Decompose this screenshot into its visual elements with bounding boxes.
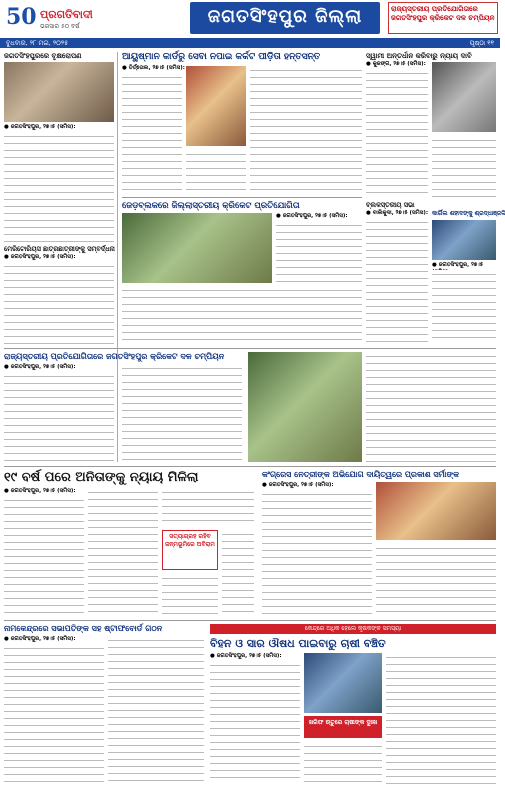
article-headline: ୧୯ ବର୍ଷ ପରେ ଅନିତାଙ୍କୁ ନ୍ୟାୟ ମିଳିଲା xyxy=(4,470,199,485)
article-byline: ● ତିର୍ତ୍ତୋଲ, ୨୭।୫ (ସମିସ): xyxy=(122,65,185,71)
article-body xyxy=(162,574,218,616)
article-body xyxy=(4,496,84,616)
article-body xyxy=(162,488,254,526)
row-divider xyxy=(4,466,496,467)
article-photo xyxy=(122,213,272,283)
article-byline: ● ବାଲିକୁଦା, ୨୭।୫ (ସମିସ): xyxy=(366,210,429,216)
article-headline: ବ୍ଲକସ୍ତରୀୟ ସଭା xyxy=(366,201,415,209)
callout-text: ସତ୍ୟାଗ୍ରହ ରହିବ ଜନ୍ମଭୂମିରେ ଅବିରାମ xyxy=(165,533,215,548)
article-headline: ମେରିଟୋରିୟସ ଛାତ୍ରଛାତ୍ରୀଙ୍କୁ ସମ୍ବର୍ଦ୍ଧନା xyxy=(4,245,115,253)
column-divider xyxy=(117,52,118,462)
article-photo xyxy=(432,220,496,260)
newspaper-logo xyxy=(6,4,126,34)
article-body xyxy=(304,742,382,784)
article-body xyxy=(276,221,362,283)
article-body xyxy=(88,488,158,616)
article-body xyxy=(122,73,182,193)
article-photo xyxy=(248,352,362,462)
article-body xyxy=(4,644,104,784)
dateline xyxy=(0,38,500,48)
logo-tagline: ଭରସାର ୫୦ ବର୍ଷ xyxy=(40,23,80,30)
date-text: ବୁଧବାର, ୨୮ ମଇ, ୨୦୨୫ xyxy=(6,39,69,47)
article-body xyxy=(250,66,362,193)
section-title: ଜଗତସିଂହପୁର ଜିଲ୍ଲା xyxy=(207,6,363,27)
article-body xyxy=(210,661,300,784)
row-divider xyxy=(4,620,496,621)
article-body xyxy=(122,286,362,344)
article-body xyxy=(386,653,496,784)
article-body xyxy=(432,136,496,197)
article-headline: ଜେଡ଼ବ୍ଲକରେ ଜିଲ୍ଲାସ୍ତରୀୟ କ୍ରିକେଟ ପ୍ରତିଯୋଗିତା xyxy=(122,201,300,211)
article-headline: ବିହନ ଓ ସାର ଔଷଧ ପାଇବାରୁ ଚାଷୀ ବଞ୍ଚିତ xyxy=(210,637,386,650)
article-body xyxy=(366,218,428,344)
article-headline: ରାଜ୍ୟସ୍ତରୀୟ ପ୍ରତିଯୋଗିତାରେ ଜଗତସିଂହପୁର କ୍ରିକେଟ ଦଳ ଚମ୍ପିୟନ xyxy=(4,352,225,361)
article-body xyxy=(122,364,242,462)
logo-name: ପ୍ରଗତିବାଦୀ xyxy=(40,8,93,21)
masthead xyxy=(0,0,500,38)
section-title-bar xyxy=(190,2,380,34)
logo-number: 50 xyxy=(6,4,37,30)
article-byline: ● ଜଗତସିଂହପୁର, ୨୭।୫ (ସମିସ): xyxy=(276,213,348,219)
article-body xyxy=(4,262,114,344)
article-byline: ● ଜଗତସିଂହପୁର, ୨୭।୫ (ସମିସ): xyxy=(4,488,76,494)
article-body xyxy=(222,530,254,616)
article-byline: ● ଜଗତସିଂହପୁର, ୨୭।୫ (ସମିସ): xyxy=(262,482,334,488)
article-headline: କାର୍ଗିଲ ଶହୀଦଙ୍କୁ ଶ୍ରଦ୍ଧାଞ୍ଜଳି xyxy=(432,210,505,217)
article-body xyxy=(262,490,372,616)
article-headline: ନାମକେନ୍ଦ୍ରରେ ସଭାପତିଙ୍କ ସହ ଷ୍ଟାଫବୋର୍ଡ ଗଠନ xyxy=(4,624,163,633)
article-byline: ● ଜଗତସିଂହପୁର, ୨୭।୫ (ସମିସ): xyxy=(4,364,76,370)
article-byline: ● ଜଗତସିଂହପୁର, ୨୭।୫ (ସମିସ): xyxy=(4,636,76,642)
article-body xyxy=(432,270,496,344)
article-byline: ● ଜଗତସିଂହପୁର, ୨୭।୫ (ସମିସ): xyxy=(4,254,76,260)
article-body xyxy=(4,132,114,242)
article-body xyxy=(376,544,496,616)
kicker-band: କେନ୍ଦ୍ରେ ଅଧିକ ହେଲେ କୃଷକଙ୍କ ସମସ୍ୟା xyxy=(210,624,496,634)
article-headline: ସ୍ୱାମୀ ଅନ୍ତର୍ଧାନ କରିବାରୁ ନ୍ୟାୟ ଦାବି xyxy=(366,52,472,60)
promo-box: ରାଜ୍ୟସ୍ତରୀୟ ପ୍ରତିଯୋଗିତାରେ ଜଗତସିଂହପୁର କ୍ରିକେଟ ଦଳ ଚମ୍ପିୟନ xyxy=(388,2,498,34)
article-byline: ● ଜଗତସିଂହପୁର, ୨୭।୫ (ସମିସ): xyxy=(210,653,282,659)
article-body xyxy=(186,150,246,193)
article-byline: ● କୁଜଙ୍ଗ, ୨୭।୫ (ସମିସ): xyxy=(366,61,426,67)
article-photo xyxy=(4,62,114,122)
article-body xyxy=(4,372,114,462)
article-body xyxy=(108,636,204,784)
article-headline: ଜଗତସିଂହପୁରରେ ବୃକ୍ଷରୋପଣ xyxy=(4,52,82,60)
lead-headline: ଆୟୁଷ୍ମାନ କାର୍ଡରୁ ସେବା ନପାଇ କର୍କଟ ପୀଡ଼ିତା ହନ୍ତସନ୍ତ xyxy=(122,52,321,62)
article-body xyxy=(366,352,496,462)
article-body xyxy=(366,69,428,197)
row-divider xyxy=(122,197,362,198)
page-number: ପୃଷ୍ଠା ୧୧ xyxy=(469,39,494,47)
callout-box xyxy=(162,530,218,570)
article-photo xyxy=(186,66,246,146)
article-photo xyxy=(432,62,496,132)
article-byline: ● ଜଗତସିଂହପୁର, ୨୭।୫ xyxy=(432,262,484,268)
callout-box: ଖରିଫ ଋତୁରେ ଚାଷୀଙ୍କ ଦୁଃଖ xyxy=(304,716,382,738)
article-headline: କଂଗ୍ରେସ ନେତ୍ରୀଙ୍କ ଅଭିଯୋଗ ଦାୟିତ୍ୱରେ ପ୍ରକାଶ ସର୍ମାଙ୍କ xyxy=(262,470,459,479)
article-photo xyxy=(304,653,382,713)
article-photo xyxy=(376,482,496,540)
row-divider xyxy=(4,348,496,349)
article-byline: ● ଜଗତସିଂହପୁର, ୨୭।୫ (ସମିସ): xyxy=(4,124,76,130)
